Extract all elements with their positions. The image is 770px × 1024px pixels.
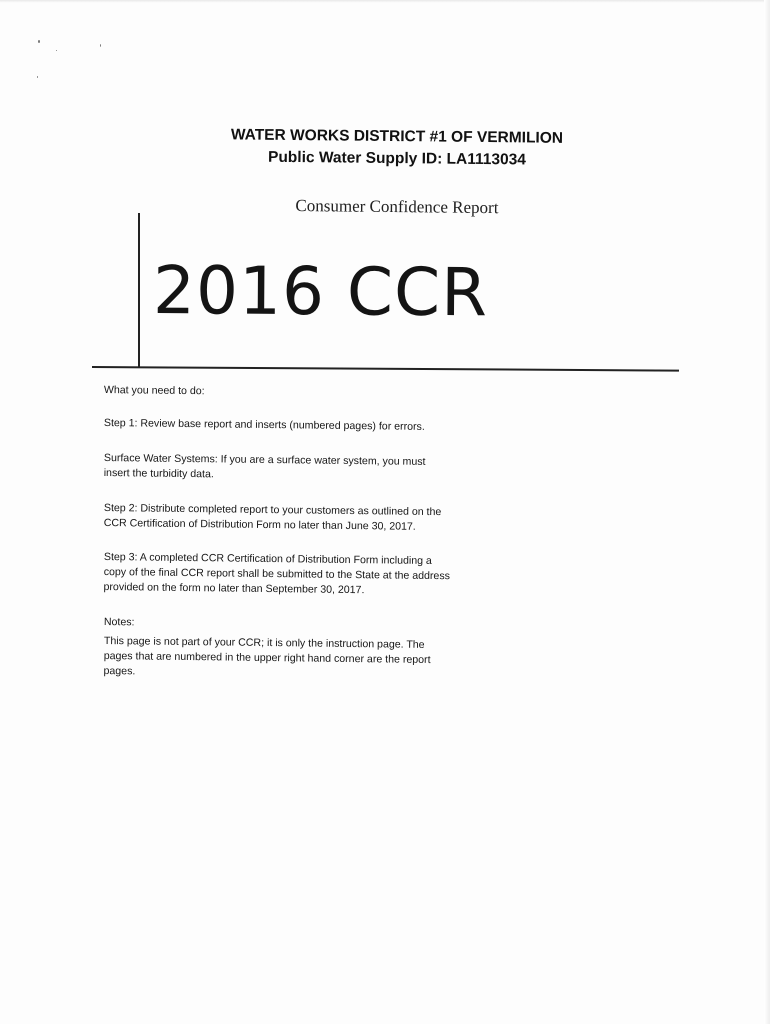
text-line: Step 2: Distribute completed report to your customers as outlined on the	[103, 501, 442, 519]
report-type: Consumer Confidence Report	[295, 196, 499, 218]
text-line: Step 3: A completed CCR Certification of Distribution Form including a	[103, 550, 432, 568]
text-line: copy of the final CCR report shall be submitted to the State at the address	[103, 565, 451, 583]
text-line: pages.	[103, 664, 136, 678]
notes-label	[104, 615, 524, 635]
vertical-rule	[138, 213, 140, 368]
notes-text	[103, 634, 524, 684]
text-line: This page is not part of your CCR; it is only the instruction page. The	[103, 634, 425, 651]
what-you-need-heading	[104, 383, 524, 403]
supply-id: Public Water Supply ID: LA1113034	[267, 148, 526, 169]
step-1	[104, 416, 524, 436]
text-line: provided on the form no later than September 30, 2017.	[103, 580, 365, 597]
step-3	[103, 550, 524, 600]
scan-top-edge	[0, 0, 770, 3]
horizontal-rule	[92, 366, 679, 372]
scan-speck	[100, 44, 101, 47]
text-line: pages that are numbered in the upper right hand corner are the report	[103, 649, 431, 666]
text-line: Step 1: Review base report and inserts (numbered pages) for errors.	[103, 416, 425, 433]
step-2	[104, 501, 524, 536]
text-line: insert the turbidity data.	[103, 466, 214, 481]
scan-speck	[37, 76, 38, 78]
surface-water-note	[104, 451, 524, 486]
scan-speck	[56, 50, 57, 51]
district-title: WATER WORKS DISTRICT #1 OF VERMILION	[230, 126, 564, 147]
text-line: What you need to do:	[103, 383, 205, 398]
big-title: 2016 CCR	[152, 252, 489, 332]
text-line: CCR Certification of Distribution Form no later than June 30, 2017.	[103, 516, 416, 533]
text-line: Surface Water Systems: If you are a surface water system, you must	[103, 451, 426, 468]
text-line: Notes:	[103, 615, 135, 629]
scan-speck	[38, 40, 40, 43]
